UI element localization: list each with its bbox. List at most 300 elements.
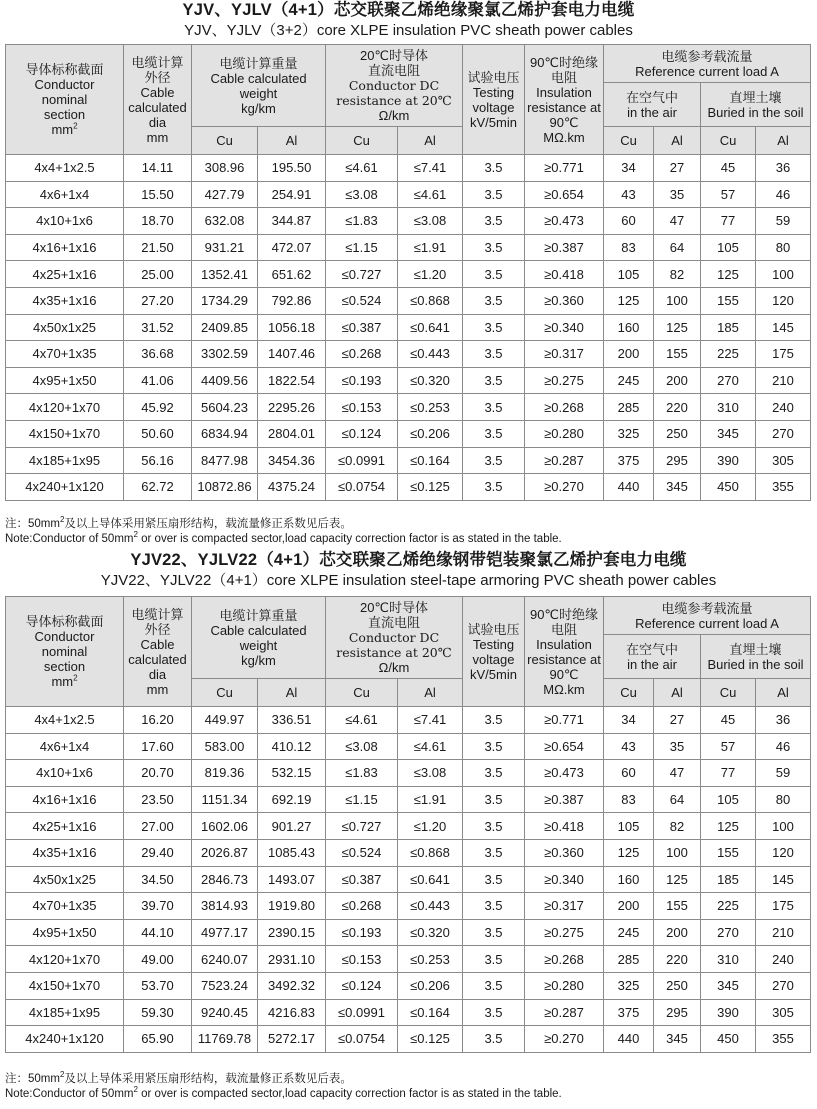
cell-insulation: ≥0.340 [525, 314, 604, 341]
table-row [6, 893, 811, 920]
cell-air-al: 27 [654, 155, 701, 182]
cell-dcres-al: ≤7.41 [398, 707, 463, 734]
cell-diameter: 29.40 [124, 839, 192, 866]
cell-air-cu: 105 [604, 813, 654, 840]
col-header-dc-resistance: 20℃时导体 直流电阻 Conductor DC resistance at 20℃ Ω/km [326, 45, 463, 127]
cell-dcres-al: ≤0.868 [398, 839, 463, 866]
cell-diameter: 59.30 [124, 999, 192, 1026]
table-title-en: YJV22、YJLV22（4+1）core XLPE insulation steel-tape armoring PVC sheath power cables [100, 572, 717, 589]
cell-air-al: 345 [654, 1026, 701, 1053]
cell-voltage: 3.5 [463, 733, 525, 760]
col-header-in-soil: 直埋土壤 Buried in the soil [701, 635, 811, 679]
cell-weight-al: 3492.32 [258, 972, 326, 999]
table-row [6, 181, 811, 208]
cell-insulation: ≥0.387 [525, 786, 604, 813]
cell-dcres-cu: ≤0.0754 [326, 474, 398, 501]
cell-weight-cu: 1352.41 [192, 261, 258, 288]
cell-section: 4x120+1x70 [6, 946, 124, 973]
cell-soil-al: 36 [756, 707, 811, 734]
cell-section: 4x240+1x120 [6, 1026, 124, 1053]
cell-air-al: 125 [654, 866, 701, 893]
cell-dcres-cu: ≤0.153 [326, 394, 398, 421]
cell-air-cu: 440 [604, 474, 654, 501]
table-row [6, 474, 811, 501]
cell-air-al: 47 [654, 208, 701, 235]
cell-weight-al: 651.62 [258, 261, 326, 288]
table-title-cn: YJV22、YJLV22（4+1）芯交联聚乙烯绝缘钢带铠装聚氯乙烯护套电力电缆 [130, 551, 687, 569]
cell-diameter: 17.60 [124, 733, 192, 760]
note-cn: 注：$50mm^2$及以上导体采用紧压扇形结构，载流量修正系数见后表。 [5, 1070, 352, 1085]
cell-dcres-cu: ≤0.387 [326, 314, 398, 341]
cell-weight-al: 4216.83 [258, 999, 326, 1026]
cell-insulation: ≥0.270 [525, 474, 604, 501]
cell-dcres-al: ≤1.20 [398, 813, 463, 840]
note-en: Note:Conductor of $50mm^2$ or over is compacted sector,load capacity correction factor is as stated in the table. [5, 530, 562, 545]
col-header-insulation-resistance: 90℃时绝缘 电阻 Insulation resistance at 90℃ MΩ.km [525, 597, 604, 707]
cell-air-cu: 375 [604, 447, 654, 474]
cell-soil-al: 305 [756, 447, 811, 474]
cell-air-al: 250 [654, 420, 701, 447]
cell-soil-al: 355 [756, 474, 811, 501]
cell-soil-al: 145 [756, 866, 811, 893]
cell-insulation: ≥0.280 [525, 972, 604, 999]
cell-air-al: 47 [654, 760, 701, 787]
table-row [6, 341, 811, 368]
cell-air-cu: 200 [604, 341, 654, 368]
table-row [6, 919, 811, 946]
col-header-weight-al: Al [258, 127, 326, 155]
cell-weight-al: 254.91 [258, 181, 326, 208]
cell-weight-al: 532.15 [258, 760, 326, 787]
cell-voltage: 3.5 [463, 999, 525, 1026]
header-row-1 [6, 45, 811, 83]
col-header-soil-cu: Cu [701, 127, 756, 155]
cell-dcres-cu: ≤0.153 [326, 946, 398, 973]
cell-dcres-al: ≤3.08 [398, 208, 463, 235]
table-row [6, 972, 811, 999]
cell-soil-cu: 310 [701, 946, 756, 973]
table-row [6, 261, 811, 288]
cell-section: 4x25+1x16 [6, 813, 124, 840]
col-header-weight-al: Al [258, 679, 326, 707]
cell-soil-al: 305 [756, 999, 811, 1026]
cell-insulation: ≥0.771 [525, 155, 604, 182]
cell-voltage: 3.5 [463, 367, 525, 394]
cell-air-cu: 83 [604, 234, 654, 261]
col-header-air-cu: Cu [604, 679, 654, 707]
spec-table [5, 596, 811, 1053]
cell-soil-al: 59 [756, 208, 811, 235]
table-row [6, 786, 811, 813]
cell-soil-cu: 105 [701, 786, 756, 813]
cell-voltage: 3.5 [463, 919, 525, 946]
cell-air-cu: 200 [604, 893, 654, 920]
cell-diameter: 14.11 [124, 155, 192, 182]
cell-air-al: 200 [654, 367, 701, 394]
section-yjv22 [0, 550, 817, 1100]
cell-dcres-al: ≤7.41 [398, 155, 463, 182]
cell-soil-cu: 270 [701, 919, 756, 946]
cell-soil-cu: 225 [701, 893, 756, 920]
cell-soil-cu: 310 [701, 394, 756, 421]
cell-dcres-cu: ≤0.268 [326, 341, 398, 368]
cell-section: 4x150+1x70 [6, 420, 124, 447]
cell-air-cu: 83 [604, 786, 654, 813]
cell-voltage: 3.5 [463, 287, 525, 314]
cell-insulation: ≥0.317 [525, 341, 604, 368]
cell-diameter: 65.90 [124, 1026, 192, 1053]
cell-voltage: 3.5 [463, 447, 525, 474]
cell-weight-al: 901.27 [258, 813, 326, 840]
cell-section: 4x50x1x25 [6, 314, 124, 341]
cell-dcres-cu: ≤0.0991 [326, 447, 398, 474]
cell-soil-al: 145 [756, 314, 811, 341]
cell-dcres-al: ≤1.91 [398, 786, 463, 813]
cell-soil-al: 46 [756, 181, 811, 208]
cell-section: 4x70+1x35 [6, 893, 124, 920]
col-header-soil-cu: Cu [701, 679, 756, 707]
col-header-testing-voltage: 试验电压 Testing voltage kV/5min [463, 597, 525, 707]
table-row [6, 813, 811, 840]
cell-voltage: 3.5 [463, 314, 525, 341]
cell-weight-cu: 8477.98 [192, 447, 258, 474]
cell-soil-cu: 225 [701, 341, 756, 368]
col-header-weight-cu: Cu [192, 679, 258, 707]
cell-voltage: 3.5 [463, 946, 525, 973]
cell-dcres-cu: ≤0.524 [326, 287, 398, 314]
table-row [6, 760, 811, 787]
cell-section: 4x150+1x70 [6, 972, 124, 999]
cell-dcres-cu: ≤1.15 [326, 234, 398, 261]
cell-dcres-al: ≤0.253 [398, 946, 463, 973]
cell-weight-al: 1493.07 [258, 866, 326, 893]
cell-weight-cu: 1734.29 [192, 287, 258, 314]
cell-section: 4x10+1x6 [6, 760, 124, 787]
cell-air-al: 220 [654, 946, 701, 973]
table-row [6, 155, 811, 182]
cell-insulation: ≥0.654 [525, 181, 604, 208]
cell-air-cu: 34 [604, 707, 654, 734]
cell-dcres-al: ≤0.206 [398, 420, 463, 447]
cell-air-cu: 325 [604, 420, 654, 447]
cell-soil-cu: 57 [701, 181, 756, 208]
cell-voltage: 3.5 [463, 707, 525, 734]
col-header-in-air: 在空气中 in the air [604, 635, 701, 679]
cell-weight-al: 2804.01 [258, 420, 326, 447]
cell-weight-cu: 7523.24 [192, 972, 258, 999]
cell-voltage: 3.5 [463, 234, 525, 261]
cell-weight-al: 410.12 [258, 733, 326, 760]
cell-soil-cu: 125 [701, 813, 756, 840]
col-header-insulation-resistance: 90℃时绝缘 电阻 Insulation resistance at 90℃ MΩ.km [525, 45, 604, 155]
cell-dcres-cu: ≤3.08 [326, 181, 398, 208]
cell-insulation: ≥0.387 [525, 234, 604, 261]
cell-air-cu: 125 [604, 839, 654, 866]
cell-air-al: 100 [654, 839, 701, 866]
cell-insulation: ≥0.654 [525, 733, 604, 760]
cell-soil-cu: 185 [701, 866, 756, 893]
cell-weight-al: 344.87 [258, 208, 326, 235]
table-row [6, 287, 811, 314]
cell-section: 4x6+1x4 [6, 181, 124, 208]
cell-dcres-cu: ≤0.268 [326, 893, 398, 920]
cell-diameter: 41.06 [124, 367, 192, 394]
col-header-weight-cu: Cu [192, 127, 258, 155]
cell-soil-al: 270 [756, 972, 811, 999]
col-header-air-al: Al [654, 127, 701, 155]
cell-dcres-al: ≤0.253 [398, 394, 463, 421]
cell-dcres-cu: ≤0.0754 [326, 1026, 398, 1053]
cell-dcres-al: ≤3.08 [398, 760, 463, 787]
cell-section: 4x35+1x16 [6, 839, 124, 866]
cell-voltage: 3.5 [463, 208, 525, 235]
cell-weight-al: 1822.54 [258, 367, 326, 394]
table-row [6, 447, 811, 474]
cell-dcres-cu: ≤0.193 [326, 919, 398, 946]
cell-diameter: 23.50 [124, 786, 192, 813]
cell-weight-al: 1056.18 [258, 314, 326, 341]
cell-dcres-al: ≤0.443 [398, 893, 463, 920]
cell-section: 4x70+1x35 [6, 341, 124, 368]
cell-air-al: 82 [654, 813, 701, 840]
cell-air-al: 220 [654, 394, 701, 421]
cell-weight-al: 692.19 [258, 786, 326, 813]
col-header-weight: 电缆计算重量 Cable calculated weight kg/km [192, 597, 326, 679]
cell-section: 4x185+1x95 [6, 999, 124, 1026]
cell-voltage: 3.5 [463, 1026, 525, 1053]
cell-soil-cu: 450 [701, 474, 756, 501]
cell-insulation: ≥0.360 [525, 839, 604, 866]
cell-voltage: 3.5 [463, 474, 525, 501]
cell-air-al: 64 [654, 786, 701, 813]
cell-weight-cu: 6240.07 [192, 946, 258, 973]
cell-soil-al: 175 [756, 893, 811, 920]
cell-soil-cu: 155 [701, 839, 756, 866]
cell-weight-cu: 10872.86 [192, 474, 258, 501]
cell-diameter: 56.16 [124, 447, 192, 474]
cell-soil-cu: 390 [701, 999, 756, 1026]
cell-air-cu: 245 [604, 919, 654, 946]
cell-insulation: ≥0.317 [525, 893, 604, 920]
cell-soil-al: 240 [756, 394, 811, 421]
cell-section: 4x16+1x16 [6, 234, 124, 261]
cell-diameter: 16.20 [124, 707, 192, 734]
cell-weight-al: 195.50 [258, 155, 326, 182]
cell-voltage: 3.5 [463, 786, 525, 813]
cell-weight-al: 2295.26 [258, 394, 326, 421]
table-row [6, 707, 811, 734]
cell-section: 4x35+1x16 [6, 287, 124, 314]
table-row [6, 733, 811, 760]
cell-dcres-cu: ≤0.524 [326, 839, 398, 866]
cell-diameter: 31.52 [124, 314, 192, 341]
cell-air-al: 295 [654, 999, 701, 1026]
cell-diameter: 62.72 [124, 474, 192, 501]
cell-section: 4x25+1x16 [6, 261, 124, 288]
cell-air-cu: 60 [604, 208, 654, 235]
cell-weight-cu: 632.08 [192, 208, 258, 235]
col-header-current-load: 电缆参考载流量 Reference current load A [604, 597, 811, 635]
cell-weight-cu: 2846.73 [192, 866, 258, 893]
col-header-soil-al: Al [756, 127, 811, 155]
cell-dcres-al: ≤4.61 [398, 733, 463, 760]
cell-diameter: 27.00 [124, 813, 192, 840]
cell-insulation: ≥0.360 [525, 287, 604, 314]
cell-diameter: 25.00 [124, 261, 192, 288]
cell-air-al: 250 [654, 972, 701, 999]
col-header-diameter: 电缆计算 外径 Cable calculated dia mm [124, 597, 192, 707]
cell-weight-cu: 931.21 [192, 234, 258, 261]
table-row [6, 839, 811, 866]
section-yjv [0, 0, 817, 545]
cell-insulation: ≥0.287 [525, 999, 604, 1026]
cell-weight-al: 2390.15 [258, 919, 326, 946]
cell-voltage: 3.5 [463, 813, 525, 840]
cell-insulation: ≥0.473 [525, 208, 604, 235]
cell-dcres-cu: ≤0.0991 [326, 999, 398, 1026]
cell-soil-cu: 155 [701, 287, 756, 314]
cell-dcres-al: ≤0.320 [398, 367, 463, 394]
cell-dcres-cu: ≤0.124 [326, 972, 398, 999]
cell-air-al: 100 [654, 287, 701, 314]
cell-weight-cu: 3814.93 [192, 893, 258, 920]
cell-voltage: 3.5 [463, 181, 525, 208]
table-row [6, 394, 811, 421]
cell-soil-al: 240 [756, 946, 811, 973]
cell-weight-cu: 1602.06 [192, 813, 258, 840]
cell-air-cu: 43 [604, 181, 654, 208]
cell-diameter: 36.68 [124, 341, 192, 368]
col-header-testing-voltage: 试验电压 Testing voltage kV/5min [463, 45, 525, 155]
cell-soil-cu: 125 [701, 261, 756, 288]
col-header-diameter: 电缆计算 外径 Cable calculated dia mm [124, 45, 192, 155]
cell-insulation: ≥0.340 [525, 866, 604, 893]
cell-voltage: 3.5 [463, 839, 525, 866]
cell-dcres-al: ≤1.20 [398, 261, 463, 288]
cell-air-al: 35 [654, 181, 701, 208]
cell-air-al: 125 [654, 314, 701, 341]
cell-soil-al: 100 [756, 813, 811, 840]
cell-soil-cu: 390 [701, 447, 756, 474]
cell-section: 4x4+1x2.5 [6, 155, 124, 182]
cell-dcres-al: ≤0.164 [398, 447, 463, 474]
cell-dcres-al: ≤0.125 [398, 1026, 463, 1053]
cell-air-cu: 375 [604, 999, 654, 1026]
cell-dcres-cu: ≤4.61 [326, 155, 398, 182]
cell-weight-al: 336.51 [258, 707, 326, 734]
col-header-in-air: 在空气中 in the air [604, 83, 701, 127]
cell-air-cu: 60 [604, 760, 654, 787]
cell-weight-al: 1085.43 [258, 839, 326, 866]
cell-section: 4x6+1x4 [6, 733, 124, 760]
cell-weight-al: 1407.46 [258, 341, 326, 368]
cell-weight-cu: 449.97 [192, 707, 258, 734]
cell-air-cu: 160 [604, 314, 654, 341]
cell-air-cu: 245 [604, 367, 654, 394]
col-header-in-soil: 直埋土壤 Buried in the soil [701, 83, 811, 127]
cell-diameter: 49.00 [124, 946, 192, 973]
table-row [6, 1026, 811, 1053]
cell-dcres-cu: ≤3.08 [326, 733, 398, 760]
cell-dcres-al: ≤0.641 [398, 866, 463, 893]
cell-dcres-al: ≤0.868 [398, 287, 463, 314]
cell-dcres-al: ≤0.125 [398, 474, 463, 501]
cell-dcres-al: ≤0.641 [398, 314, 463, 341]
cell-dcres-cu: ≤0.387 [326, 866, 398, 893]
table-row [6, 420, 811, 447]
cell-air-cu: 43 [604, 733, 654, 760]
cell-dcres-cu: ≤0.727 [326, 813, 398, 840]
cell-section: 4x16+1x16 [6, 786, 124, 813]
table-title-cn: YJV、YJLV（4+1）芯交联聚乙烯绝缘聚氯乙烯护套电力电缆 [182, 1, 635, 19]
cell-soil-cu: 57 [701, 733, 756, 760]
cell-soil-al: 59 [756, 760, 811, 787]
cell-section: 4x95+1x50 [6, 919, 124, 946]
cell-air-al: 295 [654, 447, 701, 474]
cell-air-al: 27 [654, 707, 701, 734]
cell-weight-cu: 3302.59 [192, 341, 258, 368]
cell-insulation: ≥0.771 [525, 707, 604, 734]
cell-soil-al: 210 [756, 367, 811, 394]
cell-air-cu: 285 [604, 946, 654, 973]
col-header-conductor: 导体标称截面 Conductor nominal section $mm^2$ [6, 597, 124, 707]
cell-weight-al: 792.86 [258, 287, 326, 314]
cell-weight-al: 5272.17 [258, 1026, 326, 1053]
cell-weight-al: 4375.24 [258, 474, 326, 501]
table-row [6, 946, 811, 973]
col-header-air-al: Al [654, 679, 701, 707]
cell-voltage: 3.5 [463, 261, 525, 288]
cell-diameter: 20.70 [124, 760, 192, 787]
cell-soil-al: 355 [756, 1026, 811, 1053]
cell-soil-al: 100 [756, 261, 811, 288]
cell-weight-cu: 427.79 [192, 181, 258, 208]
table-body [6, 155, 811, 501]
cell-weight-cu: 4977.17 [192, 919, 258, 946]
cell-air-cu: 285 [604, 394, 654, 421]
cell-diameter: 21.50 [124, 234, 192, 261]
cell-weight-cu: 9240.45 [192, 999, 258, 1026]
cell-air-al: 345 [654, 474, 701, 501]
cell-insulation: ≥0.418 [525, 813, 604, 840]
cell-air-cu: 34 [604, 155, 654, 182]
table-row [6, 234, 811, 261]
cell-dcres-cu: ≤0.124 [326, 420, 398, 447]
cell-section: 4x50x1x25 [6, 866, 124, 893]
cell-weight-cu: 308.96 [192, 155, 258, 182]
col-header-dcres-cu: Cu [326, 679, 398, 707]
col-header-current-load: 电缆参考载流量 Reference current load A [604, 45, 811, 83]
cell-air-cu: 125 [604, 287, 654, 314]
cell-soil-al: 175 [756, 341, 811, 368]
cell-dcres-cu: ≤1.83 [326, 208, 398, 235]
cell-air-cu: 440 [604, 1026, 654, 1053]
col-header-dcres-al: Al [398, 679, 463, 707]
cell-weight-al: 1919.80 [258, 893, 326, 920]
cell-soil-cu: 345 [701, 420, 756, 447]
cell-weight-al: 2931.10 [258, 946, 326, 973]
cell-diameter: 53.70 [124, 972, 192, 999]
cell-air-cu: 160 [604, 866, 654, 893]
table-row [6, 999, 811, 1026]
cell-weight-al: 472.07 [258, 234, 326, 261]
cell-insulation: ≥0.418 [525, 261, 604, 288]
cell-weight-cu: 11769.78 [192, 1026, 258, 1053]
cell-soil-cu: 270 [701, 367, 756, 394]
col-header-weight: 电缆计算重量 Cable calculated weight kg/km [192, 45, 326, 127]
cell-insulation: ≥0.270 [525, 1026, 604, 1053]
cell-diameter: 39.70 [124, 893, 192, 920]
